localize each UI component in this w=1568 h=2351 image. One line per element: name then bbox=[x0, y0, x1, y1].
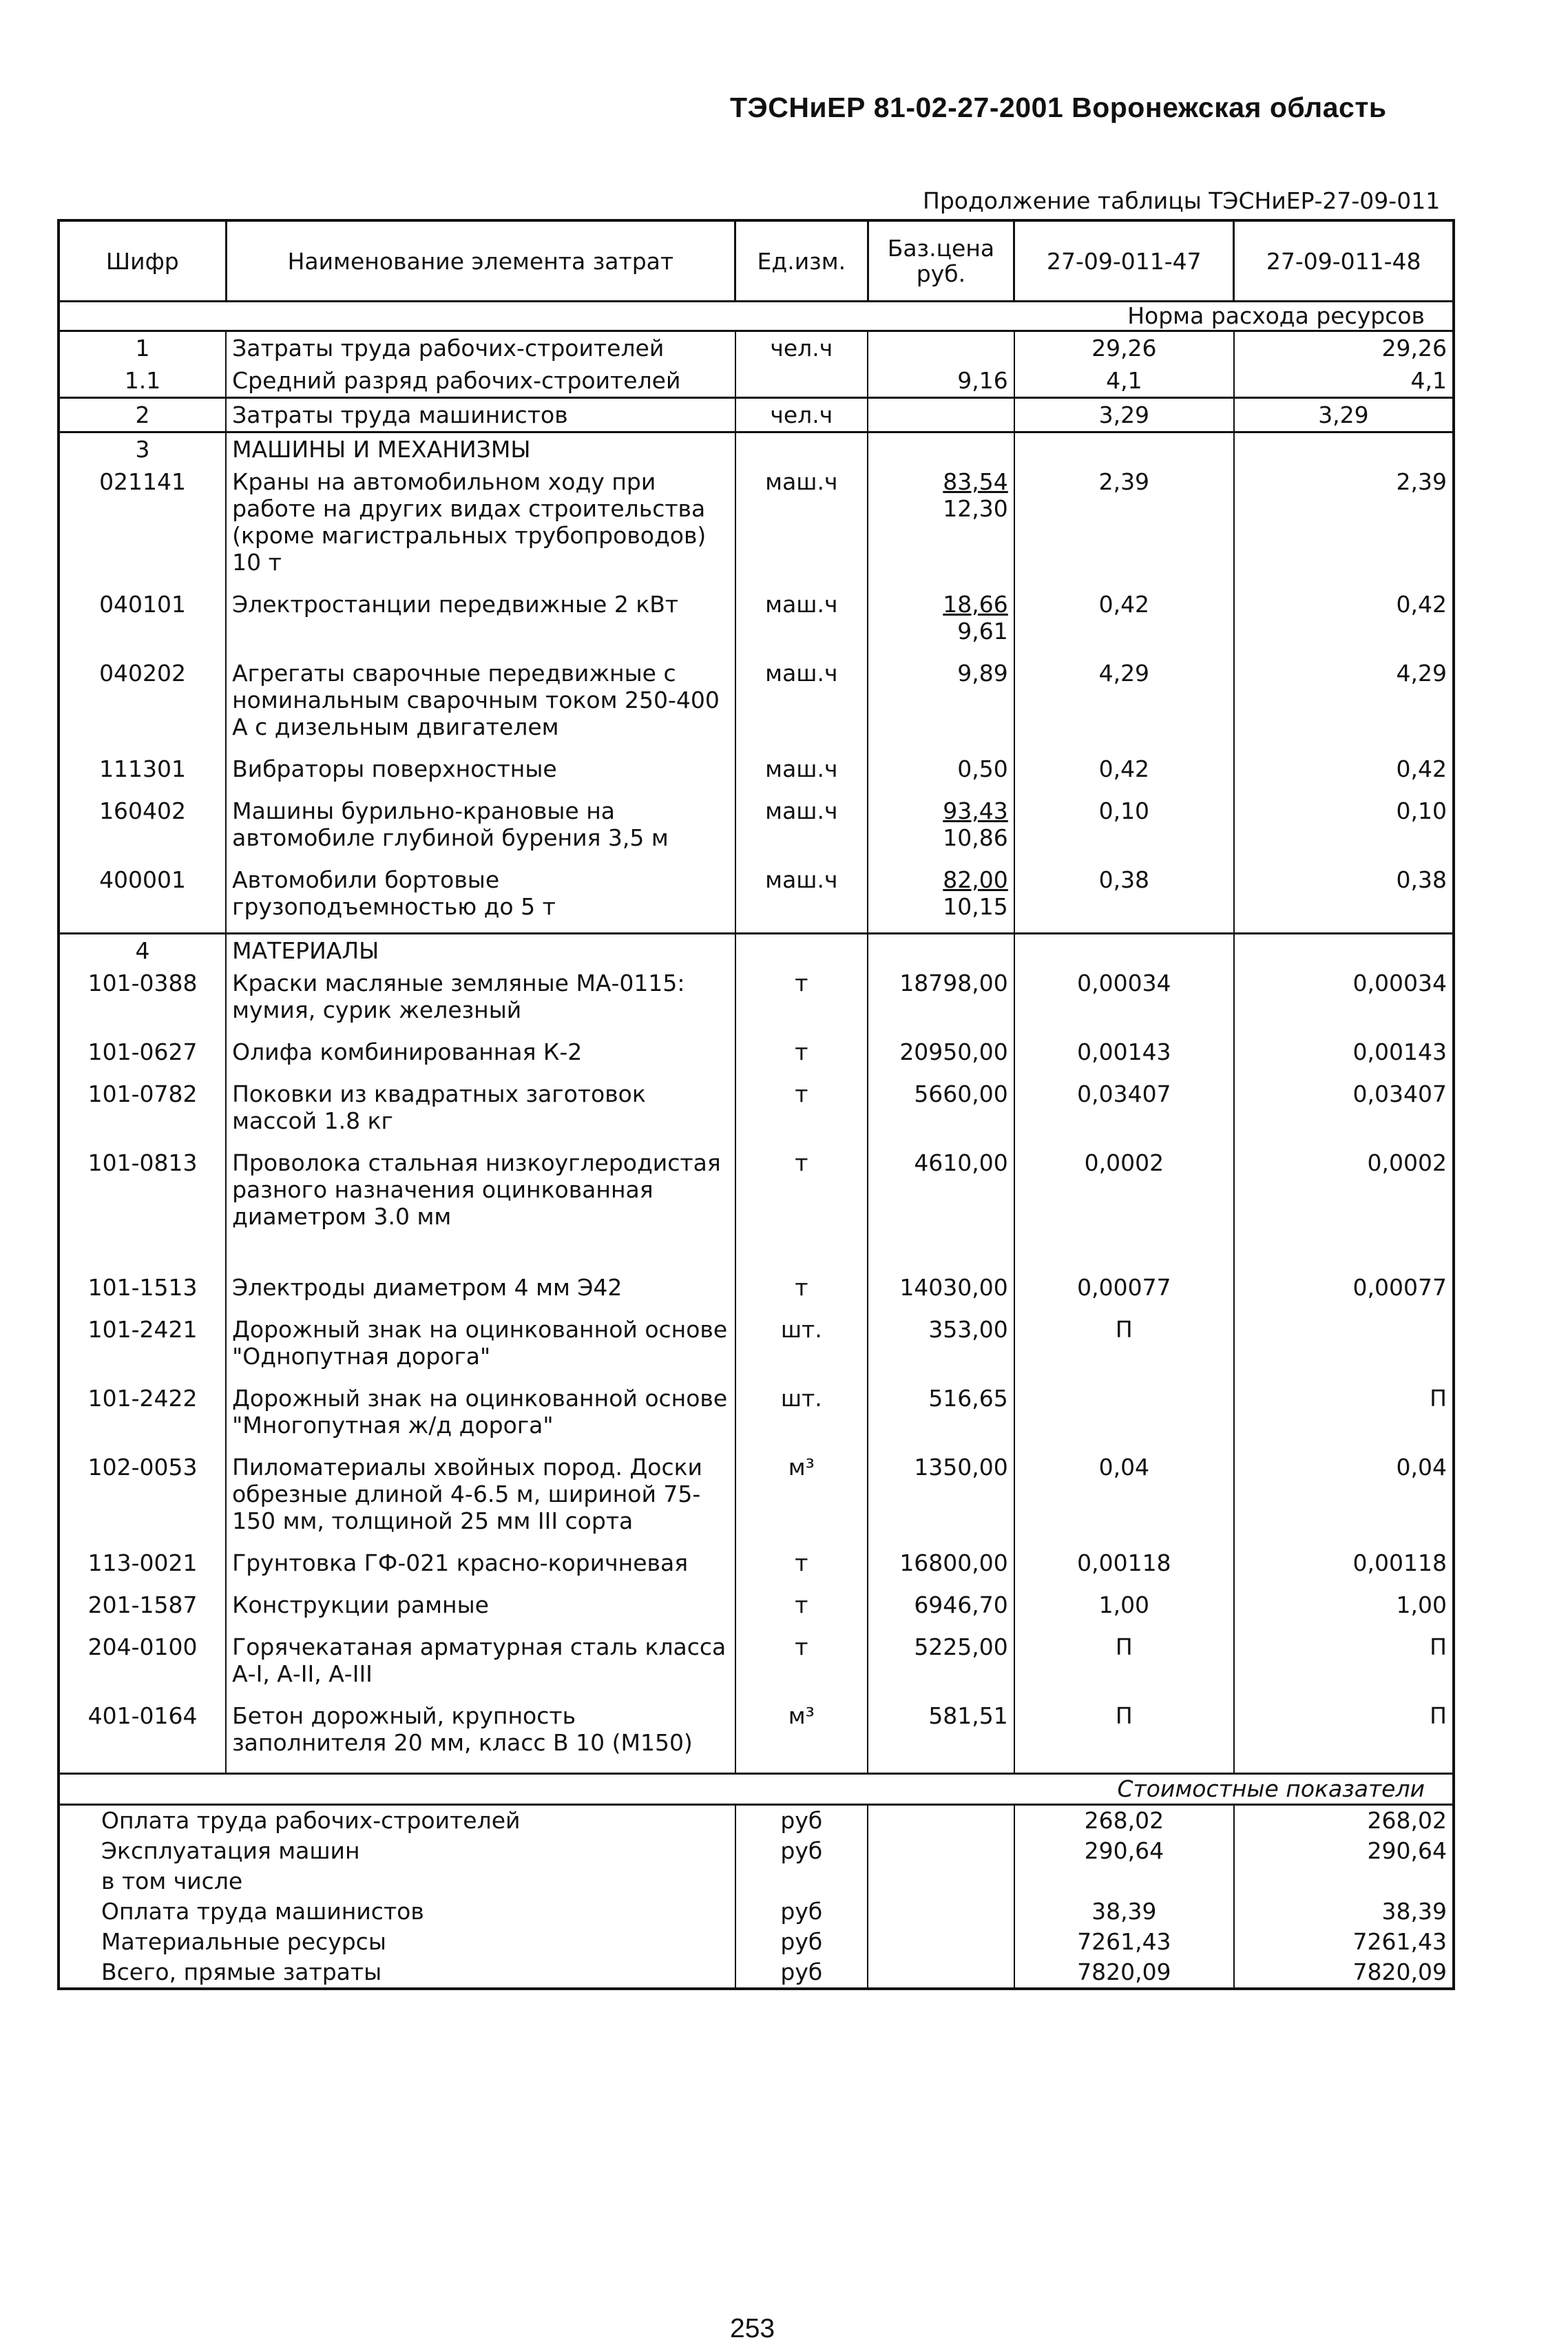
machine-row bbox=[59, 753, 1454, 795]
row-code: 204-0100 bbox=[59, 1631, 226, 1700]
machine-row bbox=[59, 657, 1454, 753]
price-machinist-wage: 12,30 bbox=[943, 495, 1008, 522]
row-name: Дорожный знак на оцинкованной основе "Однопутная дорога" bbox=[226, 1313, 735, 1382]
cost-price bbox=[868, 1866, 1014, 1897]
material-rows bbox=[59, 967, 1454, 1774]
row-unit: маш.ч bbox=[735, 864, 868, 934]
row-code: 111301 bbox=[59, 753, 226, 795]
cost-name: Оплата труда машинистов bbox=[59, 1897, 735, 1927]
row-code: 040101 bbox=[59, 588, 226, 657]
row-code: 1.1 bbox=[59, 364, 226, 398]
machinists-row bbox=[59, 398, 1454, 432]
material-row bbox=[59, 1451, 1454, 1547]
row-price bbox=[868, 398, 1014, 432]
row-price: 14030,00 bbox=[868, 1271, 1014, 1313]
price-main: 82,00 bbox=[943, 866, 1008, 893]
cost-header-row bbox=[59, 1774, 1454, 1805]
row-unit: маш.ч bbox=[735, 753, 868, 795]
row-value-48: 0,00077 bbox=[1234, 1271, 1454, 1313]
section-materials-row bbox=[59, 934, 1454, 968]
row-name: Средний разряд рабочих-строителей bbox=[226, 364, 735, 398]
row-price bbox=[868, 864, 1014, 934]
cost-price bbox=[868, 1957, 1014, 1989]
row-unit: т bbox=[735, 1147, 868, 1271]
machine-row bbox=[59, 466, 1454, 588]
row-value-47: 0,10 bbox=[1014, 795, 1234, 864]
machine-row bbox=[59, 588, 1454, 657]
section-machines-row bbox=[59, 432, 1454, 466]
row-value-47: П bbox=[1014, 1700, 1234, 1774]
material-row bbox=[59, 1313, 1454, 1382]
row-value-47: 1,00 bbox=[1014, 1589, 1234, 1631]
row-name: Олифа комбинированная К-2 bbox=[226, 1036, 735, 1078]
row-value-48: П bbox=[1234, 1700, 1454, 1774]
row-value-48: 0,00118 bbox=[1234, 1547, 1454, 1589]
row-value-47: 2,39 bbox=[1014, 466, 1234, 588]
row-code: 1 bbox=[59, 331, 226, 365]
cost-price bbox=[868, 1836, 1014, 1866]
material-row bbox=[59, 1700, 1454, 1774]
row-value-47: 0,42 bbox=[1014, 753, 1234, 795]
row-code: 101-2422 bbox=[59, 1382, 226, 1451]
column-header-47: 27-09-011-47 bbox=[1014, 220, 1234, 302]
material-row bbox=[59, 1078, 1454, 1147]
cost-value-48: 7820,09 bbox=[1234, 1957, 1454, 1989]
price-main: 18,66 bbox=[943, 591, 1008, 618]
row-unit: маш.ч bbox=[735, 795, 868, 864]
row-price: 516,65 bbox=[868, 1382, 1014, 1451]
row-value-47: П bbox=[1014, 1313, 1234, 1382]
machine-rows bbox=[59, 466, 1454, 934]
row-unit: т bbox=[735, 1589, 868, 1631]
price-machinist-wage: 10,86 bbox=[943, 824, 1008, 851]
row-value-47: 3,29 bbox=[1014, 398, 1234, 432]
row-price: 581,51 bbox=[868, 1700, 1014, 1774]
cost-row bbox=[59, 1957, 1454, 1989]
price-main: 0,50 bbox=[957, 755, 1008, 782]
row-value-48: 0,42 bbox=[1234, 753, 1454, 795]
row-unit bbox=[735, 364, 868, 398]
row-value-47: 0,00118 bbox=[1014, 1547, 1234, 1589]
column-header-48: 27-09-011-48 bbox=[1234, 220, 1454, 302]
row-value-48: 0,00143 bbox=[1234, 1036, 1454, 1078]
row-price bbox=[868, 466, 1014, 588]
row-name: Машины бурильно-крановые на автомобиле глубиной бурения 3,5 м bbox=[226, 795, 735, 864]
cost-row bbox=[59, 1897, 1454, 1927]
cost-value-48: 7261,43 bbox=[1234, 1927, 1454, 1957]
row-code: 101-1513 bbox=[59, 1271, 226, 1313]
row-code: 101-0627 bbox=[59, 1036, 226, 1078]
row-unit: т bbox=[735, 1036, 868, 1078]
row-value-48: 0,42 bbox=[1234, 588, 1454, 657]
row-code: 160402 bbox=[59, 795, 226, 864]
table-header-row bbox=[59, 220, 1454, 302]
cost-unit: руб bbox=[735, 1836, 868, 1866]
row-name: Электроды диаметром 4 мм Э42 bbox=[226, 1271, 735, 1313]
cost-row bbox=[59, 1866, 1454, 1897]
row-value-48: 3,29 bbox=[1234, 398, 1454, 432]
norma-row bbox=[59, 302, 1454, 331]
section-code: 4 bbox=[59, 934, 226, 968]
row-value-48: 0,38 bbox=[1234, 864, 1454, 934]
row-value-48: 0,0002 bbox=[1234, 1147, 1454, 1271]
cost-value-47: 290,64 bbox=[1014, 1836, 1234, 1866]
cost-value-47 bbox=[1014, 1866, 1234, 1897]
row-value-47: П bbox=[1014, 1631, 1234, 1700]
row-code: 2 bbox=[59, 398, 226, 432]
row-value-48: П bbox=[1234, 1631, 1454, 1700]
material-row bbox=[59, 967, 1454, 1036]
price-machinist-wage: 9,61 bbox=[957, 618, 1008, 645]
row-price: 4610,00 bbox=[868, 1147, 1014, 1271]
price-main: 9,89 bbox=[957, 660, 1008, 687]
cost-row bbox=[59, 1836, 1454, 1866]
row-price bbox=[868, 331, 1014, 365]
row-price: 16800,00 bbox=[868, 1547, 1014, 1589]
cost-price bbox=[868, 1897, 1014, 1927]
row-code: 101-0813 bbox=[59, 1147, 226, 1271]
page-number: 253 bbox=[730, 2314, 775, 2343]
cost-unit: руб bbox=[735, 1927, 868, 1957]
row-unit: т bbox=[735, 1271, 868, 1313]
row-code: 101-0388 bbox=[59, 967, 226, 1036]
row-price: 20950,00 bbox=[868, 1036, 1014, 1078]
row-value-47 bbox=[1014, 1382, 1234, 1451]
row-unit: чел.ч bbox=[735, 331, 868, 365]
cost-name: Оплата труда рабочих-строителей bbox=[59, 1805, 735, 1837]
row-name: Краски масляные земляные МА-0115: мумия, сурик железный bbox=[226, 967, 735, 1036]
row-value-48: 29,26 bbox=[1234, 331, 1454, 365]
cost-name: Материальные ресурсы bbox=[59, 1927, 735, 1957]
row-name: Горячекатаная арматурная сталь класса А-I, А-II, А-III bbox=[226, 1631, 735, 1700]
labor-rows bbox=[59, 331, 1454, 398]
row-name: Краны на автомобильном ходу при работе на других видах строительства (кроме магистральных трубопроводов) 10 т bbox=[226, 466, 735, 588]
row-value-47: 0,03407 bbox=[1014, 1078, 1234, 1147]
row-value-48: 0,03407 bbox=[1234, 1078, 1454, 1147]
row-value-47: 0,42 bbox=[1014, 588, 1234, 657]
row-unit: т bbox=[735, 1631, 868, 1700]
row-price: 5225,00 bbox=[868, 1631, 1014, 1700]
row-value-47: 0,00143 bbox=[1014, 1036, 1234, 1078]
machine-row bbox=[59, 795, 1454, 864]
row-code: 400001 bbox=[59, 864, 226, 934]
row-code: 101-2421 bbox=[59, 1313, 226, 1382]
row-name: Дорожный знак на оцинкованной основе "Многопутная ж/д дорога" bbox=[226, 1382, 735, 1451]
row-price: 6946,70 bbox=[868, 1589, 1014, 1631]
row-name: Бетон дорожный, крупность заполнителя 20 мм, класс В 10 (М150) bbox=[226, 1700, 735, 1774]
column-header-name: Наименование элемента затрат bbox=[226, 220, 735, 302]
row-value-48: 0,04 bbox=[1234, 1451, 1454, 1547]
row-name: Поковки из квадратных заготовок массой 1.8 кг bbox=[226, 1078, 735, 1147]
row-name: Агрегаты сварочные передвижные с номинальным сварочным током 250-400 А с дизельным двигателем bbox=[226, 657, 735, 753]
row-code: 101-0782 bbox=[59, 1078, 226, 1147]
row-unit: шт. bbox=[735, 1313, 868, 1382]
cost-value-47: 268,02 bbox=[1014, 1805, 1234, 1837]
row-value-47: 0,00077 bbox=[1014, 1271, 1234, 1313]
row-name: Вибраторы поверхностные bbox=[226, 753, 735, 795]
row-value-47: 29,26 bbox=[1014, 331, 1234, 365]
row-value-47: 4,29 bbox=[1014, 657, 1234, 753]
row-price: 5660,00 bbox=[868, 1078, 1014, 1147]
row-price bbox=[868, 588, 1014, 657]
resource-table bbox=[57, 219, 1455, 1990]
row-value-47: 0,04 bbox=[1014, 1451, 1234, 1547]
row-name: Автомобили бортовые грузоподъемностью до 5 т bbox=[226, 864, 735, 934]
price-machinist-wage: 10,15 bbox=[943, 893, 1008, 920]
row-code: 021141 bbox=[59, 466, 226, 588]
cost-unit: руб bbox=[735, 1805, 868, 1837]
cost-name: в том числе bbox=[59, 1866, 735, 1897]
row-unit: маш.ч bbox=[735, 466, 868, 588]
cost-unit: руб bbox=[735, 1897, 868, 1927]
row-code: 113-0021 bbox=[59, 1547, 226, 1589]
row-price: 353,00 bbox=[868, 1313, 1014, 1382]
document-header: ТЭСНиЕР 81-02-27-2001 Воронежская область bbox=[730, 92, 1387, 123]
cost-name: Всего, прямые затраты bbox=[59, 1957, 735, 1989]
row-code: 040202 bbox=[59, 657, 226, 753]
row-name: Затраты труда рабочих-строителей bbox=[226, 331, 735, 365]
row-value-48: П bbox=[1234, 1382, 1454, 1451]
row-price: 9,16 bbox=[868, 364, 1014, 398]
row-unit: чел.ч bbox=[735, 398, 868, 432]
row-price bbox=[868, 753, 1014, 795]
row-value-48: 4,1 bbox=[1234, 364, 1454, 398]
material-row bbox=[59, 1036, 1454, 1078]
row-price: 18798,00 bbox=[868, 967, 1014, 1036]
row-unit: т bbox=[735, 1547, 868, 1589]
section-title: МАТЕРИАЛЫ bbox=[226, 934, 735, 968]
cost-label: Стоимостные показатели bbox=[59, 1774, 1454, 1805]
price-main: 83,54 bbox=[943, 468, 1008, 495]
cost-value-48: 290,64 bbox=[1234, 1836, 1454, 1866]
material-row bbox=[59, 1547, 1454, 1589]
column-header-unit: Ед.изм. bbox=[735, 220, 868, 302]
labor-row bbox=[59, 331, 1454, 365]
material-row bbox=[59, 1589, 1454, 1631]
column-header-code: Шифр bbox=[59, 220, 226, 302]
row-value-48 bbox=[1234, 1313, 1454, 1382]
material-row bbox=[59, 1382, 1454, 1451]
labor-row bbox=[59, 364, 1454, 398]
cost-value-48 bbox=[1234, 1866, 1454, 1897]
cost-value-47: 38,39 bbox=[1014, 1897, 1234, 1927]
row-value-48: 2,39 bbox=[1234, 466, 1454, 588]
column-header-price: Баз.цена руб. bbox=[868, 220, 1014, 302]
row-price: 1350,00 bbox=[868, 1451, 1014, 1547]
row-unit: м³ bbox=[735, 1451, 868, 1547]
material-row bbox=[59, 1631, 1454, 1700]
cost-value-47: 7820,09 bbox=[1014, 1957, 1234, 1989]
row-unit: т bbox=[735, 1078, 868, 1147]
table-caption: Продолжение таблицы ТЭСНиЕР-27-09-011 bbox=[923, 187, 1441, 214]
row-name: Затраты труда машинистов bbox=[226, 398, 735, 432]
material-row bbox=[59, 1271, 1454, 1313]
cost-value-47: 7261,43 bbox=[1014, 1927, 1234, 1957]
cost-unit bbox=[735, 1866, 868, 1897]
row-value-47: 4,1 bbox=[1014, 364, 1234, 398]
price-main: 93,43 bbox=[943, 797, 1008, 824]
row-value-47: 0,38 bbox=[1014, 864, 1234, 934]
row-unit: маш.ч bbox=[735, 657, 868, 753]
cost-name: Эксплуатация машин bbox=[59, 1836, 735, 1866]
section-code: 3 bbox=[59, 432, 226, 466]
cost-row bbox=[59, 1805, 1454, 1837]
row-price bbox=[868, 657, 1014, 753]
cost-unit: руб bbox=[735, 1957, 868, 1989]
cost-rows bbox=[59, 1805, 1454, 1989]
row-value-48: 1,00 bbox=[1234, 1589, 1454, 1631]
row-unit: т bbox=[735, 967, 868, 1036]
row-name: Пиломатериалы хвойных пород. Доски обрезные длиной 4-6.5 м, шириной 75-150 мм, толщиной 25 мм III сорта bbox=[226, 1451, 735, 1547]
row-value-48: 4,29 bbox=[1234, 657, 1454, 753]
cost-row bbox=[59, 1927, 1454, 1957]
row-name: Электростанции передвижные 2 кВт bbox=[226, 588, 735, 657]
row-unit: шт. bbox=[735, 1382, 868, 1451]
row-name: Проволока стальная низкоуглеродистая разного назначения оцинкованная диаметром 3.0 мм bbox=[226, 1147, 735, 1271]
cost-price bbox=[868, 1927, 1014, 1957]
row-value-48: 0,10 bbox=[1234, 795, 1454, 864]
row-unit: маш.ч bbox=[735, 588, 868, 657]
machine-row bbox=[59, 864, 1454, 934]
material-row bbox=[59, 1147, 1454, 1271]
row-code: 102-0053 bbox=[59, 1451, 226, 1547]
row-code: 201-1587 bbox=[59, 1589, 226, 1631]
cost-price bbox=[868, 1805, 1014, 1837]
section-title: МАШИНЫ И МЕХАНИЗМЫ bbox=[226, 432, 735, 466]
norma-label: Норма расхода ресурсов bbox=[59, 302, 1454, 331]
row-value-47: 0,0002 bbox=[1014, 1147, 1234, 1271]
row-name: Грунтовка ГФ-021 красно-коричневая bbox=[226, 1547, 735, 1589]
cost-value-48: 268,02 bbox=[1234, 1805, 1454, 1837]
row-value-48: 0,00034 bbox=[1234, 967, 1454, 1036]
cost-value-48: 38,39 bbox=[1234, 1897, 1454, 1927]
row-value-47: 0,00034 bbox=[1014, 967, 1234, 1036]
row-price bbox=[868, 795, 1014, 864]
row-unit: м³ bbox=[735, 1700, 868, 1774]
row-name: Конструкции рамные bbox=[226, 1589, 735, 1631]
row-code: 401-0164 bbox=[59, 1700, 226, 1774]
